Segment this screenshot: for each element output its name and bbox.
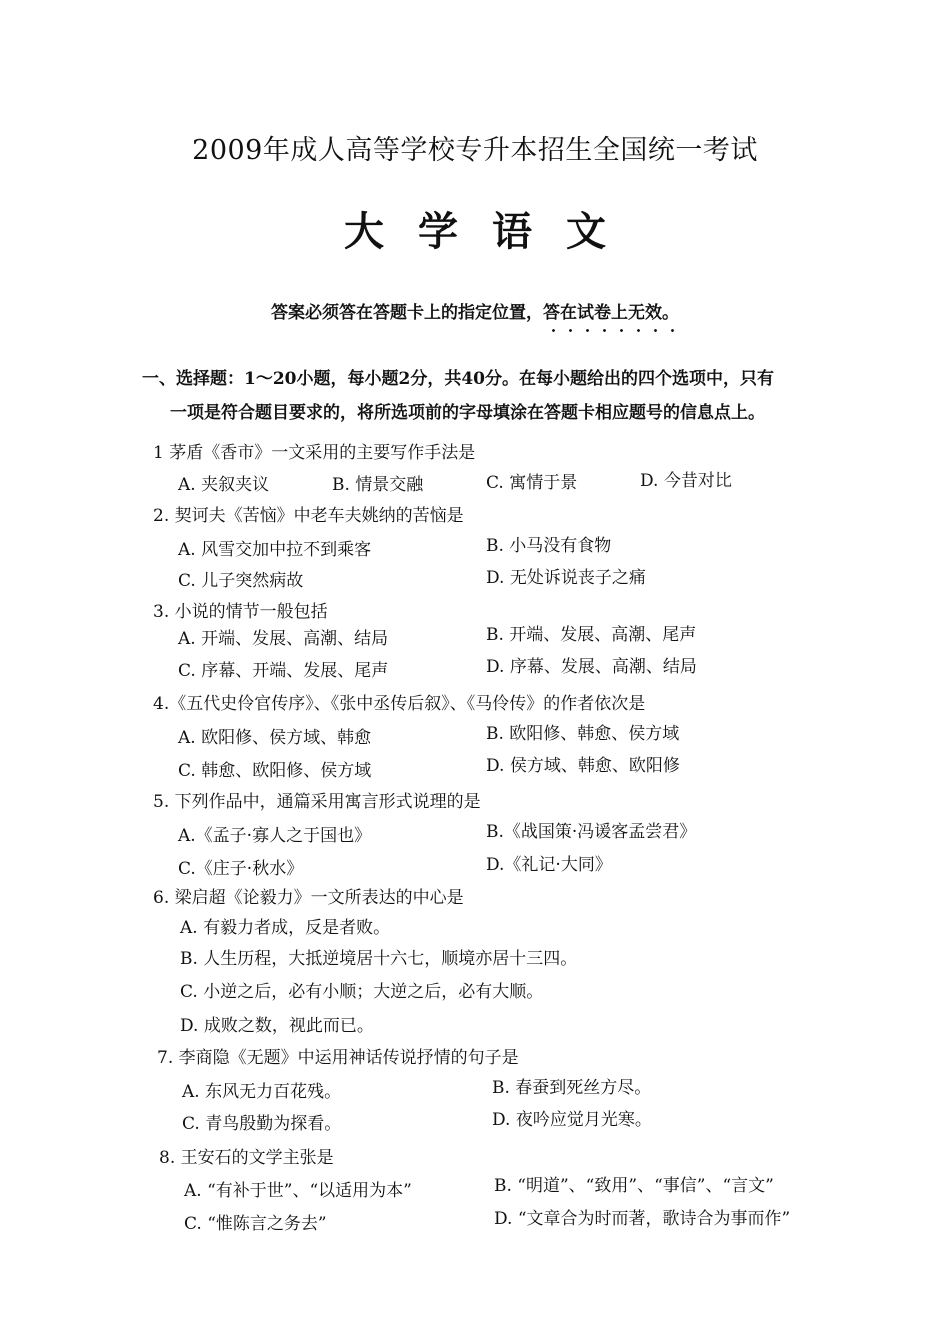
question-8-option-b: B. “明道”、“致用”、“事信”、“言文”	[494, 1176, 774, 1196]
question-3-stem: 3. 小说的情节一般包括	[153, 602, 328, 622]
answer-notice	[0, 298, 950, 323]
question-5-option-a: A.《孟子·寡人之于国也》	[178, 826, 372, 846]
question-3-option-a: A. 开端、发展、高潮、结局	[178, 629, 389, 649]
question-6-stem: 6. 梁启超《论毅力》一文所表达的中心是	[153, 888, 464, 908]
section-instructions-line-1: 一、选择题：1～20小题，每小题2分，共40分。在每小题给出的四个选项中，只有	[142, 369, 774, 389]
question-6-option-d: D. 成败之数，视此而已。	[180, 1016, 374, 1036]
question-1-option-c: C. 寓情于景	[486, 473, 578, 493]
question-3-option-c: C. 序幕、开端、发展、尾声	[178, 661, 389, 681]
question-6-option-a: A. 有毅力者成，反是者败。	[180, 918, 391, 938]
question-3-option-d: D. 序幕、发展、高潮、结局	[486, 657, 697, 677]
question-1-option-b: B. 情景交融	[332, 475, 424, 495]
question-8-option-d: D. “文章合为时而著，歌诗合为事而作”	[494, 1209, 791, 1229]
notice-main: 答案必须答在答题卡上的指定位置，	[271, 303, 543, 323]
question-5-option-d: D.《礼记·大同》	[486, 855, 612, 875]
question-2-option-d: D. 无处诉说丧子之痛	[486, 568, 646, 588]
question-4-option-b: B. 欧阳修、韩愈、侯方域	[486, 724, 680, 744]
question-4-option-c: C. 韩愈、欧阳修、侯方域	[178, 761, 372, 781]
question-7-option-c: C. 青鸟殷勤为探看。	[182, 1114, 342, 1134]
question-2-option-c: C. 儿子突然病故	[178, 571, 304, 591]
question-2-stem: 2. 契诃夫《苦恼》中老车夫姚纳的苦恼是	[153, 506, 464, 526]
exam-title: 2009年成人高等学校专升本招生全国统一考试	[192, 135, 758, 166]
question-4-stem: 4.《五代史伶官传序》、《张中丞传后叙》、《马伶传》的作者依次是	[153, 694, 646, 714]
question-8-option-c: C. “惟陈言之务去”	[184, 1214, 327, 1234]
question-7-option-a: A. 东风无力百花残。	[182, 1082, 342, 1102]
section-instructions-line-2: 一项是符合题目要求的，将所选项前的字母填涂在答题卡相应题号的信息点上。	[170, 403, 765, 423]
question-2-option-b: B. 小马没有食物	[486, 536, 612, 556]
question-5-stem: 5. 下列作品中，通篇采用寓言形式说理的是	[153, 792, 481, 812]
question-7-option-d: D. 夜吟应觉月光寒。	[492, 1110, 652, 1130]
notice-emphasis: 答在试卷上无效。	[543, 298, 679, 323]
question-1-option-d: D. 今昔对比	[640, 471, 732, 491]
question-3-option-b: B. 开端、发展、高潮、尾声	[486, 625, 697, 645]
question-4-option-a: A. 欧阳修、侯方域、韩愈	[178, 728, 372, 748]
question-6-option-b: B. 人生历程，大抵逆境居十六七，顺境亦居十三四。	[180, 949, 578, 969]
question-5-option-c: C.《庄子·秋水》	[178, 859, 304, 879]
question-1-stem: 1 茅盾《香市》一文采用的主要写作手法是	[153, 443, 476, 463]
question-6-option-c: C. 小逆之后，必有小顺；大逆之后，必有大顺。	[180, 982, 544, 1002]
question-4-option-d: D. 侯方域、韩愈、欧阳修	[486, 756, 680, 776]
question-7-stem: 7. 李商隐《无题》中运用神话传说抒情的句子是	[157, 1048, 519, 1068]
question-5-option-b: B.《战国策·冯谖客孟尝君》	[486, 822, 697, 842]
question-2-option-a: A. 风雪交加中拉不到乘客	[178, 540, 372, 560]
question-7-option-b: B. 春蚕到死丝方尽。	[492, 1078, 652, 1098]
subject-title: 大学语文	[344, 208, 640, 255]
question-8-option-a: A. “有补于世”、“以适用为本”	[184, 1181, 412, 1201]
question-1-option-a: A. 夹叙夹议	[178, 475, 270, 495]
question-8-stem: 8. 王安石的文学主张是	[159, 1148, 334, 1168]
